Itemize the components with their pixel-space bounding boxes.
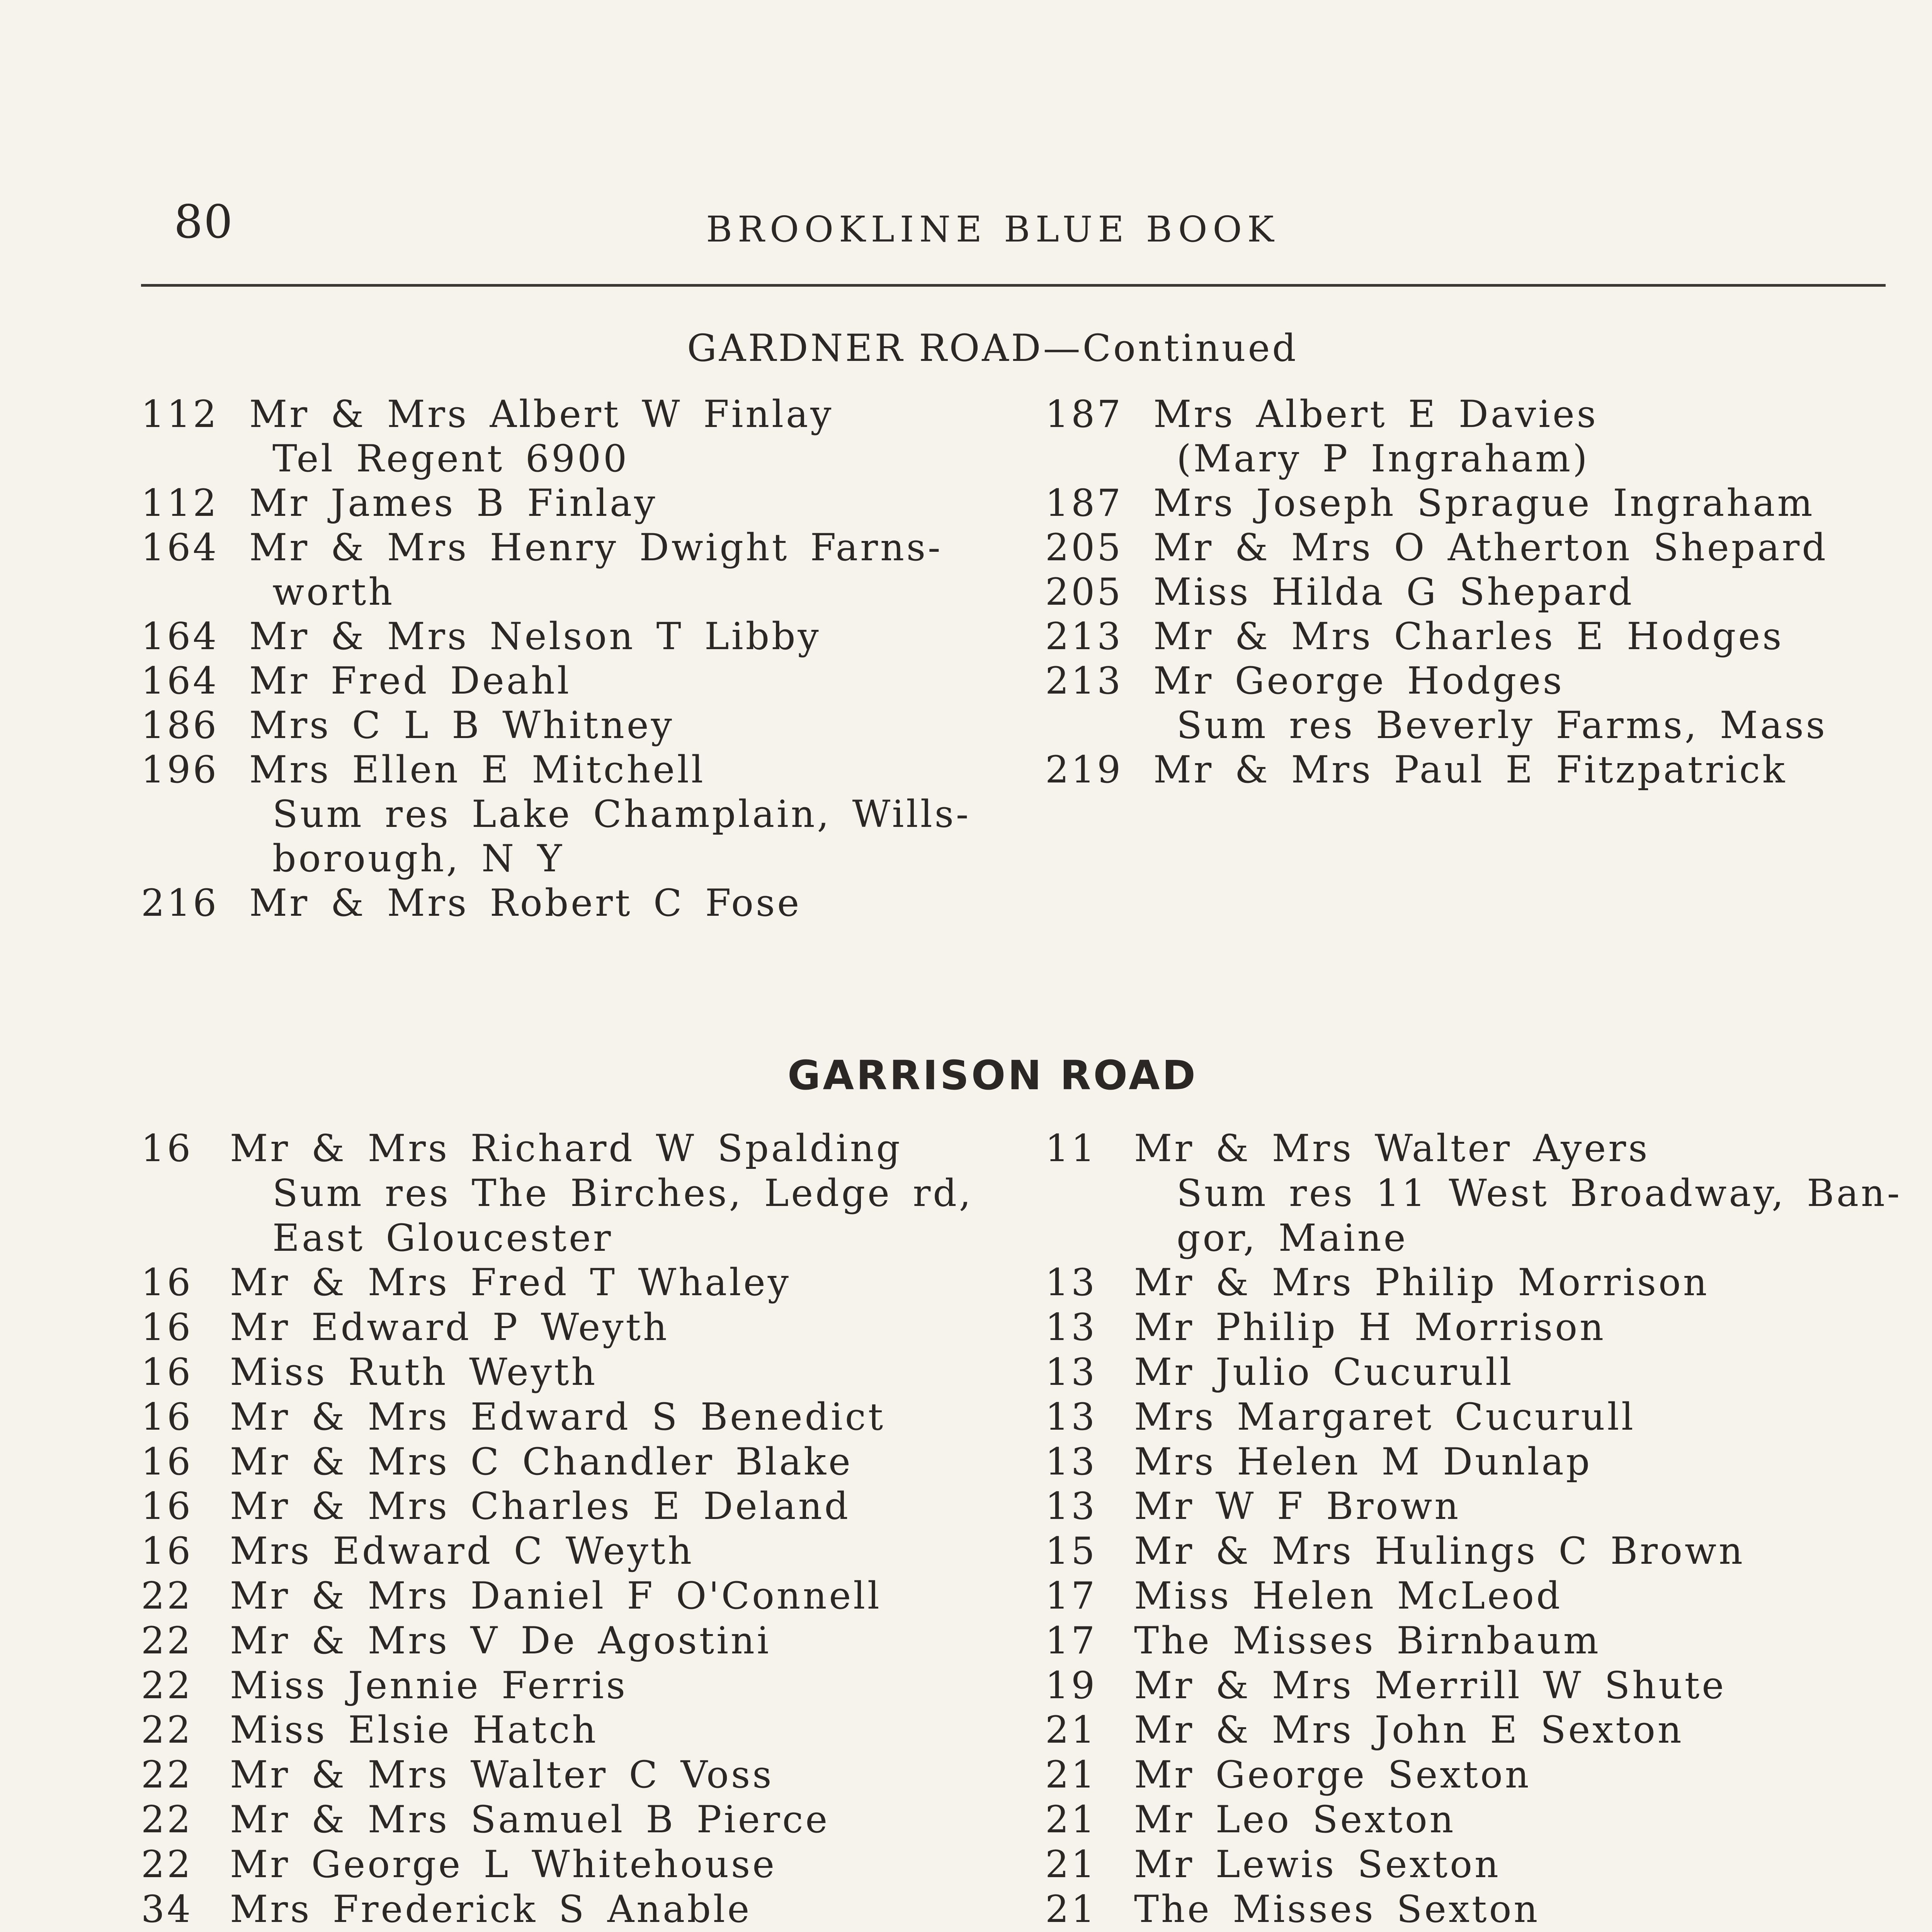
house-number: 22: [141, 1798, 193, 1841]
house-number: 19: [1045, 1663, 1097, 1707]
house-number: 186: [141, 704, 219, 747]
resident-name: Mr Fred Deahl: [249, 659, 571, 702]
entry-detail: (Mary P Ingraham): [1177, 437, 1590, 480]
resident-name: Mrs Ellen E Mitchell: [249, 748, 706, 791]
resident-name: Mrs C L B Whitney: [249, 704, 674, 747]
resident-name: Mr & Mrs Hulings C Brown: [1134, 1529, 1745, 1573]
directory-entry: [141, 392, 1030, 481]
directory-entry: [1045, 1619, 1932, 1663]
resident-name: Mr George L Whitehouse: [230, 1842, 777, 1886]
resident-name: Miss Elsie Hatch: [230, 1708, 599, 1752]
resident-name: Mr George Sexton: [1134, 1753, 1531, 1797]
resident-name: Mr George Hodges: [1153, 659, 1565, 702]
house-number: 13: [1045, 1440, 1097, 1483]
house-number: 21: [1045, 1753, 1097, 1797]
house-number: 16: [141, 1485, 193, 1528]
resident-name: Mr & Mrs Merrill W Shute: [1134, 1663, 1726, 1707]
resident-name: Miss Helen McLeod: [1134, 1574, 1563, 1617]
directory-entry: [1045, 1395, 1932, 1440]
directory-entry: [1045, 1663, 1932, 1708]
house-number: 205: [1045, 526, 1123, 569]
house-number: 219: [1045, 748, 1123, 791]
directory-entry: [1045, 1126, 1932, 1260]
directory-entry: [1045, 1440, 1932, 1485]
resident-name: Mr & Mrs Walter Ayers: [1134, 1127, 1650, 1170]
resident-name: Mr Lewis Sexton: [1134, 1842, 1501, 1886]
resident-name: Mr & Mrs C Chandler Blake: [230, 1440, 853, 1483]
house-number: 16: [141, 1261, 193, 1304]
resident-name: Mr & Mrs Daniel F O'Connell: [230, 1574, 882, 1617]
resident-name: Mrs Albert E Davies: [1153, 393, 1599, 436]
house-number: 22: [141, 1842, 193, 1886]
page-number: 80: [174, 195, 234, 248]
section-heading-garrison-road: GARRISON ROAD: [787, 1052, 1198, 1099]
house-number: 16: [141, 1440, 193, 1483]
house-number: 16: [141, 1127, 193, 1170]
resident-name: Miss Hilda G Shepard: [1153, 570, 1634, 614]
resident-name: Miss Jennie Ferris: [230, 1663, 628, 1707]
resident-name: Mrs Margaret Cucurull: [1134, 1395, 1636, 1439]
house-number: 22: [141, 1753, 193, 1797]
directory-entry: [141, 481, 1030, 526]
running-title: BROOKLINE BLUE BOOK: [706, 209, 1279, 250]
directory-entry: [1045, 1798, 1932, 1842]
entry-detail: Sum res Lake Champlain, Wills-: [272, 793, 971, 836]
house-number: 22: [141, 1663, 193, 1707]
resident-name: Mr & Mrs V De Agostini: [230, 1619, 771, 1662]
directory-entry: [1045, 481, 1932, 526]
resident-name: Mr Philip H Morrison: [1134, 1306, 1606, 1349]
house-number: 22: [141, 1708, 193, 1752]
resident-name: Mr & Mrs O Atherton Shepard: [1153, 526, 1828, 569]
house-number: 112: [141, 393, 219, 436]
directory-entry: [141, 526, 1030, 614]
resident-name: Mrs Edward C Weyth: [230, 1529, 694, 1573]
directory-entry: [141, 1574, 1030, 1619]
resident-name: Mr & Mrs Albert W Finlay: [249, 393, 834, 436]
house-number: 34: [141, 1887, 193, 1931]
directory-entry: [141, 1619, 1030, 1663]
resident-name: Mr & Mrs Charles E Deland: [230, 1485, 850, 1528]
directory-entry: [1045, 570, 1932, 614]
resident-name: The Misses Sexton: [1134, 1887, 1540, 1931]
entry-detail: worth: [272, 570, 395, 614]
directory-entry: [1045, 1529, 1932, 1574]
directory-entry: [1045, 748, 1932, 792]
entry-detail: Tel Regent 6900: [272, 437, 629, 480]
house-number: 11: [1045, 1127, 1097, 1170]
directory-entry: [1045, 1708, 1932, 1753]
directory-entry: [1045, 1842, 1932, 1887]
house-number: 164: [141, 526, 219, 569]
house-number: 196: [141, 748, 219, 791]
house-number: 13: [1045, 1350, 1097, 1394]
house-number: 17: [1045, 1574, 1097, 1617]
directory-entry: [141, 1529, 1030, 1574]
directory-entry: [141, 1887, 1030, 1932]
directory-entry: [1045, 614, 1932, 659]
house-number: 187: [1045, 393, 1123, 436]
entry-detail: borough, N Y: [272, 837, 564, 880]
house-number: 21: [1045, 1887, 1097, 1931]
resident-name: The Misses Birnbaum: [1134, 1619, 1601, 1662]
house-number: 17: [1045, 1619, 1097, 1662]
directory-entry: [141, 1260, 1030, 1305]
gardner-road-right-column: [1045, 392, 1932, 792]
directory-entry: [141, 1663, 1030, 1708]
directory-entry: [1045, 1260, 1932, 1305]
directory-entry: [1045, 392, 1932, 481]
directory-entry: [141, 881, 1030, 925]
house-number: 21: [1045, 1842, 1097, 1886]
house-number: 164: [141, 615, 219, 658]
directory-entry: [1045, 526, 1932, 570]
house-number: 22: [141, 1619, 193, 1662]
resident-name: Mr W F Brown: [1134, 1485, 1461, 1528]
header-rule: [141, 284, 1886, 287]
house-number: 16: [141, 1529, 193, 1573]
house-number: 15: [1045, 1529, 1097, 1573]
section-heading-gardner-road: GARDNER ROAD—Continued: [687, 327, 1298, 370]
directory-entry: [141, 748, 1030, 881]
house-number: 13: [1045, 1306, 1097, 1349]
entry-detail: East Gloucester: [272, 1216, 613, 1260]
resident-name: Mr & Mrs Edward S Benedict: [230, 1395, 886, 1439]
house-number: 187: [1045, 481, 1123, 525]
resident-name: Mrs Helen M Dunlap: [1134, 1440, 1592, 1483]
garrison-road-left-column: [141, 1126, 1030, 1932]
resident-name: Mr & Mrs Charles E Hodges: [1153, 615, 1784, 658]
gardner-road-left-column: [141, 392, 1030, 925]
directory-entry: [1045, 1305, 1932, 1350]
resident-name: Mr James B Finlay: [249, 481, 658, 525]
directory-entry: [141, 1126, 1030, 1260]
directory-entry: [141, 1798, 1030, 1842]
house-number: 213: [1045, 615, 1123, 658]
resident-name: Mr & Mrs Philip Morrison: [1134, 1261, 1709, 1304]
resident-name: Mr Julio Cucurull: [1134, 1350, 1514, 1394]
directory-entry: [1045, 1350, 1932, 1395]
resident-name: Mr & Mrs John E Sexton: [1134, 1708, 1684, 1752]
resident-name: Mr Edward P Weyth: [230, 1306, 669, 1349]
house-number: 21: [1045, 1798, 1097, 1841]
entry-detail: Sum res The Birches, Ledge rd,: [272, 1171, 973, 1215]
directory-entry: [141, 614, 1030, 659]
directory-entry: [1045, 659, 1932, 748]
house-number: 205: [1045, 570, 1123, 614]
directory-entry: [141, 1842, 1030, 1887]
directory-entry: [141, 659, 1030, 703]
resident-name: Mr & Mrs Walter C Voss: [230, 1753, 774, 1797]
resident-name: Mr Leo Sexton: [1134, 1798, 1456, 1841]
resident-name: Mrs Joseph Sprague Ingraham: [1153, 481, 1815, 525]
directory-entry: [1045, 1753, 1932, 1798]
directory-entry: [141, 1305, 1030, 1350]
directory-entry: [1045, 1887, 1932, 1932]
directory-entry: [141, 1440, 1030, 1485]
house-number: 164: [141, 659, 219, 702]
resident-name: Mr & Mrs Robert C Fose: [249, 881, 802, 925]
house-number: 13: [1045, 1485, 1097, 1528]
garrison-road-right-column: [1045, 1126, 1932, 1932]
house-number: 16: [141, 1306, 193, 1349]
resident-name: Miss Ruth Weyth: [230, 1350, 598, 1394]
directory-entry: [141, 1350, 1030, 1395]
resident-name: Mr & Mrs Richard W Spalding: [230, 1127, 903, 1170]
house-number: 21: [1045, 1708, 1097, 1752]
entry-detail: gor, Maine: [1177, 1216, 1408, 1260]
house-number: 216: [141, 881, 219, 925]
directory-entry: [1045, 1484, 1932, 1529]
house-number: 16: [141, 1395, 193, 1439]
directory-entry: [141, 1708, 1030, 1753]
directory-entry: [141, 1753, 1030, 1798]
resident-name: Mr & Mrs Paul E Fitzpatrick: [1153, 748, 1787, 791]
resident-name: Mr & Mrs Samuel B Pierce: [230, 1798, 830, 1841]
entry-detail: Sum res 11 West Broadway, Ban-: [1177, 1171, 1902, 1215]
resident-name: Mr & Mrs Henry Dwight Farns-: [249, 526, 943, 569]
house-number: 22: [141, 1574, 193, 1617]
resident-name: Mrs Frederick S Anable: [230, 1887, 752, 1931]
resident-name: Mr & Mrs Nelson T Libby: [249, 615, 821, 658]
directory-entry: [1045, 1574, 1932, 1619]
house-number: 112: [141, 481, 219, 525]
house-number: 16: [141, 1350, 193, 1394]
directory-entry: [141, 1395, 1030, 1440]
house-number: 13: [1045, 1395, 1097, 1439]
directory-entry: [141, 1484, 1030, 1529]
resident-name: Mr & Mrs Fred T Whaley: [230, 1261, 791, 1304]
entry-detail: Sum res Beverly Farms, Mass: [1177, 704, 1827, 747]
house-number: 213: [1045, 659, 1123, 702]
directory-entry: [141, 703, 1030, 748]
house-number: 13: [1045, 1261, 1097, 1304]
